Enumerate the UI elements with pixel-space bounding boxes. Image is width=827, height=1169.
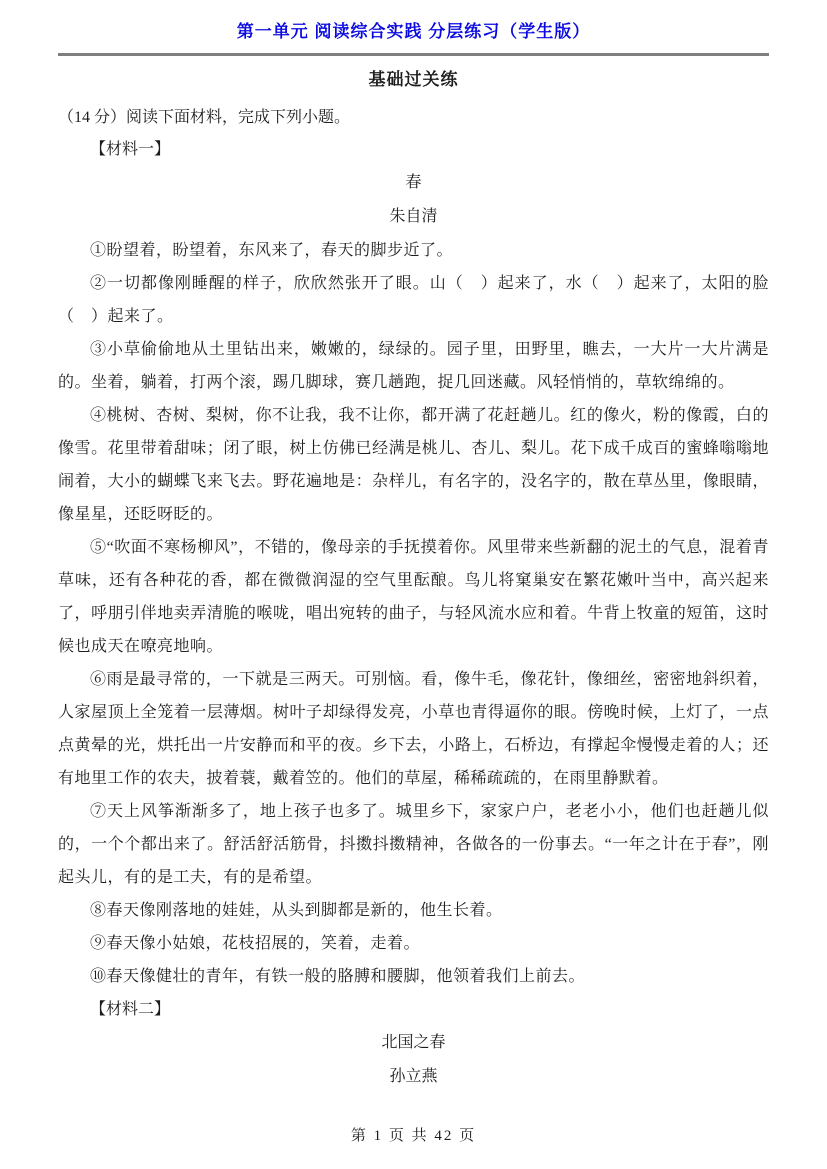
header-divider <box>58 53 769 56</box>
material2-author: 孙立燕 <box>389 1068 438 1085</box>
paragraph-7: ⑦天上风筝渐渐多了，地上孩子也多了。城里乡下，家家户户，老老小小，他们也赶趟儿似的，一个个都出来了。舒活舒活筋骨，抖擞抖擞精神，各做各的一份事去。“一年之计在于春”，刚起头儿，有的是工夫，有的是希望。 <box>58 803 769 886</box>
paragraph-6: ⑥雨是最寻常的，一下就是三两天。可别恼。看，像牛毛，像花针，像细丝，密密地斜织着，人家屋顶上全笼着一层薄烟。树叶子却绿得发亮，小草也青得逼你的眼。傍晚时候，上灯了，一点点黄晕的光，烘托出一片安静而和平的夜。乡下去，小路上，石桥边，有撑起伞慢慢走着的人；还有地里工作的农夫，披着蓑，戴着笠的。他们的草屋，稀稀疏疏的，在雨里静默着。 <box>58 671 769 787</box>
paragraph-1: ①盼望着，盼望着，东风来了，春天的脚步近了。 <box>90 242 454 259</box>
material1-label: 【材料一】 <box>90 141 171 158</box>
material2-label: 【材料二】 <box>90 1001 171 1018</box>
paragraph-5: ⑤“吹面不寒杨柳风”，不错的，像母亲的手抚摸着你。风里带来些新翻的泥土的气息，混着青草味，还有各种花的香，都在微微润湿的空气里酝酿。鸟儿将窠巢安在繁花嫩叶当中，高兴起来了，呼朋引伴地卖弄清脆的喉咙，唱出宛转的曲子，与轻风流水应和着。牛背上牧童的短笛，这时候也成天在嘹亮地响。 <box>58 539 769 655</box>
page-header-title: 第一单元 阅读综合实践 分层练习（学生版） <box>236 22 591 41</box>
paragraph-4: ④桃树、杏树、梨树，你不让我，我不让你，都开满了花赶趟儿。红的像火，粉的像霞，白的像雪。花里带着甜味；闭了眼，树上仿佛已经满是桃儿、杏儿、梨儿。花下成千成百的蜜蜂嗡嗡地闹着，大小的蝴蝶飞来飞去。野花遍地是：杂样儿，有名字的，没名字的，散在草丛里，像眼睛，像星星，还眨呀眨的。 <box>58 407 769 523</box>
material1-title: 春 <box>405 174 422 191</box>
material2-title: 北国之春 <box>381 1034 446 1051</box>
paragraph-9: ⑨春天像小姑娘，花枝招展的，笑着，走着。 <box>90 935 421 952</box>
section-title: 基础过关练 <box>368 70 459 89</box>
paragraph-3: ③小草偷偷地从土里钻出来，嫩嫩的，绿绿的。园子里，田野里，瞧去，一大片一大片满是的。坐着，躺着，打两个滚，踢几脚球，赛几趟跑，捉几回迷藏。风轻悄悄的，草软绵绵的。 <box>58 341 769 391</box>
paragraph-2: ②一切都像刚睡醒的样子，欣欣然张开了眼。山（ ）起来了，水（ ）起来了，太阳的脸（ ）起来了。 <box>58 275 769 325</box>
paragraph-10: ⑩春天像健壮的青年，有铁一般的胳膊和腰脚，他领着我们上前去。 <box>90 968 586 985</box>
material1-author: 朱自清 <box>389 208 438 225</box>
intro-line: （14 分）阅读下面材料，完成下列小题。 <box>58 109 351 126</box>
paragraph-8: ⑧春天像刚落地的娃娃，从头到脚都是新的，他生长着。 <box>90 902 503 919</box>
page-footer: 第 1 页 共 42 页 <box>350 1128 477 1144</box>
